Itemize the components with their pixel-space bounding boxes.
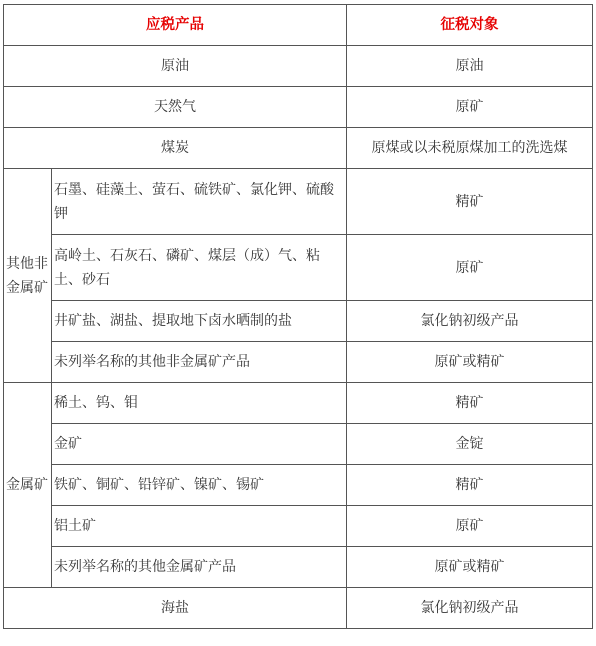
header-taxable-product: 应税产品 xyxy=(4,5,347,46)
object-cell: 原矿或精矿 xyxy=(347,342,593,383)
object-cell: 原矿 xyxy=(347,87,593,128)
product-cell: 原油 xyxy=(4,46,347,87)
tax-object-table xyxy=(3,4,593,629)
table-row xyxy=(4,547,593,588)
product-cell: 煤炭 xyxy=(4,128,347,169)
table-row xyxy=(4,87,593,128)
object-cell: 精矿 xyxy=(347,465,593,506)
table-row xyxy=(4,424,593,465)
object-cell: 原矿 xyxy=(347,506,593,547)
object-cell: 原矿 xyxy=(347,235,593,301)
table-header-row xyxy=(4,5,593,46)
object-cell: 金锭 xyxy=(347,424,593,465)
product-cell: 井矿盐、湖盐、提取地下卤水晒制的盐 xyxy=(52,301,347,342)
product-cell: 石墨、硅藻土、萤石、硫铁矿、氯化钾、硫酸钾 xyxy=(52,169,347,235)
object-cell: 原煤或以未税原煤加工的洗选煤 xyxy=(347,128,593,169)
product-cell: 金矿 xyxy=(52,424,347,465)
product-cell: 铝土矿 xyxy=(52,506,347,547)
table-row xyxy=(4,301,593,342)
object-cell: 氯化钠初级产品 xyxy=(347,301,593,342)
product-cell: 铁矿、铜矿、铅锌矿、镍矿、锡矿 xyxy=(52,465,347,506)
group-label-metal: 金属矿 xyxy=(4,383,52,588)
object-cell: 原矿或精矿 xyxy=(347,547,593,588)
table-row xyxy=(4,465,593,506)
table-row xyxy=(4,383,593,424)
table-row xyxy=(4,46,593,87)
table-row xyxy=(4,342,593,383)
product-cell: 稀土、钨、钼 xyxy=(52,383,347,424)
table-row xyxy=(4,506,593,547)
header-tax-object: 征税对象 xyxy=(347,5,593,46)
product-cell: 高岭土、石灰石、磷矿、煤层（成）气、粘土、砂石 xyxy=(52,235,347,301)
object-cell: 精矿 xyxy=(347,169,593,235)
table-row xyxy=(4,588,593,629)
object-cell: 精矿 xyxy=(347,383,593,424)
product-cell: 海盐 xyxy=(4,588,347,629)
table-row xyxy=(4,169,593,235)
object-cell: 氯化钠初级产品 xyxy=(347,588,593,629)
table-row xyxy=(4,128,593,169)
group-label-nonmetal: 其他非金属矿 xyxy=(4,169,52,383)
product-cell: 天然气 xyxy=(4,87,347,128)
table-row xyxy=(4,235,593,301)
object-cell: 原油 xyxy=(347,46,593,87)
product-cell: 未列举名称的其他非金属矿产品 xyxy=(52,342,347,383)
product-cell: 未列举名称的其他金属矿产品 xyxy=(52,547,347,588)
